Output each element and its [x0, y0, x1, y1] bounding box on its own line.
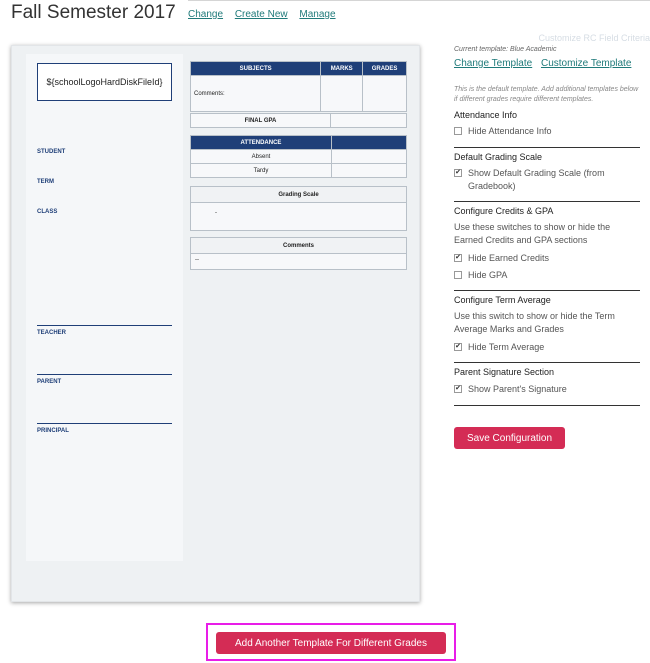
marks-header: MARKS [321, 62, 363, 76]
show-signature-checkbox[interactable]: ✔ [455, 385, 461, 392]
student-label: STUDENT [37, 149, 66, 155]
absent-value [332, 150, 407, 164]
comments-header: Comments [191, 238, 406, 254]
customize-criteria-link[interactable]: Customize RC Field Criteria [538, 33, 650, 43]
tardy-label: Tardy [191, 164, 332, 178]
parent-signature-line [37, 374, 172, 375]
term-average-section-title: Configure Term Average [454, 295, 551, 305]
final-gpa-table [190, 113, 407, 128]
class-label: CLASS [37, 209, 58, 215]
hide-gpa-label: Hide GPA [468, 270, 508, 280]
save-configuration-button[interactable]: Save Configuration [454, 427, 565, 449]
grades-cell [363, 76, 407, 112]
comments-value: -- [195, 257, 199, 263]
section-divider [454, 147, 640, 148]
hide-credits-row[interactable] [454, 252, 640, 265]
hide-term-average-label: Hide Term Average [468, 342, 545, 352]
hide-credits-label: Hide Earned Credits [468, 253, 550, 263]
hide-term-average-row[interactable] [454, 341, 640, 354]
attendance-table [190, 135, 407, 178]
show-signature-label: Show Parent's Signature [468, 384, 567, 394]
hide-term-average-checkbox[interactable]: ✔ [455, 343, 461, 350]
student-info-column [26, 54, 183, 561]
hide-attendance-checkbox[interactable] [454, 127, 462, 135]
section-divider [454, 405, 640, 406]
hide-gpa-checkbox[interactable] [454, 271, 462, 279]
top-divider [188, 0, 650, 1]
section-divider [454, 201, 640, 202]
show-grading-checkbox[interactable]: ✔ [455, 169, 461, 176]
current-template-label: Current template: Blue Academic [454, 46, 557, 53]
section-divider [454, 290, 640, 291]
subjects-table [190, 61, 407, 112]
credits-section-title: Configure Credits & GPA [454, 206, 554, 216]
manage-link[interactable]: Manage [299, 9, 336, 20]
hide-credits-checkbox[interactable]: ✔ [455, 254, 461, 261]
report-card-preview [11, 45, 420, 602]
school-logo-placeholder: ${schoolLogoHardDiskFileId} [37, 63, 172, 101]
hide-gpa-row[interactable] [454, 269, 640, 282]
attendance-section-title: Attendance Info [454, 110, 518, 120]
final-gpa-label: FINAL GPA [191, 114, 331, 128]
grading-scale-header: Grading Scale [191, 187, 406, 203]
final-gpa-value [331, 114, 407, 128]
signature-section-title: Parent Signature Section [454, 367, 555, 377]
subjects-header: SUBJECTS [191, 62, 321, 76]
page-title: Fall Semester 2017 [11, 2, 176, 23]
attendance-header: ATTENDANCE [191, 136, 332, 150]
section-divider [454, 362, 640, 363]
hide-attendance-row[interactable] [454, 125, 640, 138]
template-links [454, 58, 640, 69]
hide-attendance-label: Hide Attendance Info [468, 126, 552, 136]
credits-section-description: Use these switches to show or hide the Earned Credits and GPA sections [454, 222, 611, 245]
comments-cell: Comments: [191, 76, 321, 112]
teacher-label: TEACHER [37, 330, 67, 336]
term-average-section-description: Use this switch to show or hide the Term Average Marks and Grades [454, 311, 615, 334]
change-template-link[interactable]: Change Template [454, 58, 533, 69]
tardy-value [332, 164, 407, 178]
show-grading-label: Show Default Grading Scale (from Gradebook) [468, 168, 605, 191]
absent-label: Absent [191, 150, 332, 164]
grading-section-title: Default Grading Scale [454, 152, 543, 162]
grading-scale-value: - [215, 210, 217, 216]
comments-box [190, 237, 407, 270]
show-grading-row[interactable] [454, 167, 640, 193]
add-template-button[interactable]: Add Another Template For Different Grades [216, 632, 446, 654]
teacher-signature-line [37, 325, 172, 326]
marks-cell [321, 76, 363, 112]
show-signature-row[interactable] [454, 383, 640, 396]
grades-header: GRADES [363, 62, 407, 76]
attendance-value-header [332, 136, 407, 150]
default-template-note: This is the default template. Add additional templates below if different grades require different templates. [454, 86, 639, 103]
term-label: TERM [37, 179, 54, 185]
grading-scale-box [190, 186, 407, 231]
create-new-link[interactable]: Create New [234, 9, 288, 20]
principal-label: PRINCIPAL [37, 428, 69, 434]
parent-label: PARENT [37, 379, 62, 385]
change-link[interactable]: Change [188, 9, 224, 20]
header-links [188, 9, 345, 20]
customize-template-link[interactable]: Customize Template [540, 58, 632, 69]
principal-signature-line [37, 423, 172, 424]
